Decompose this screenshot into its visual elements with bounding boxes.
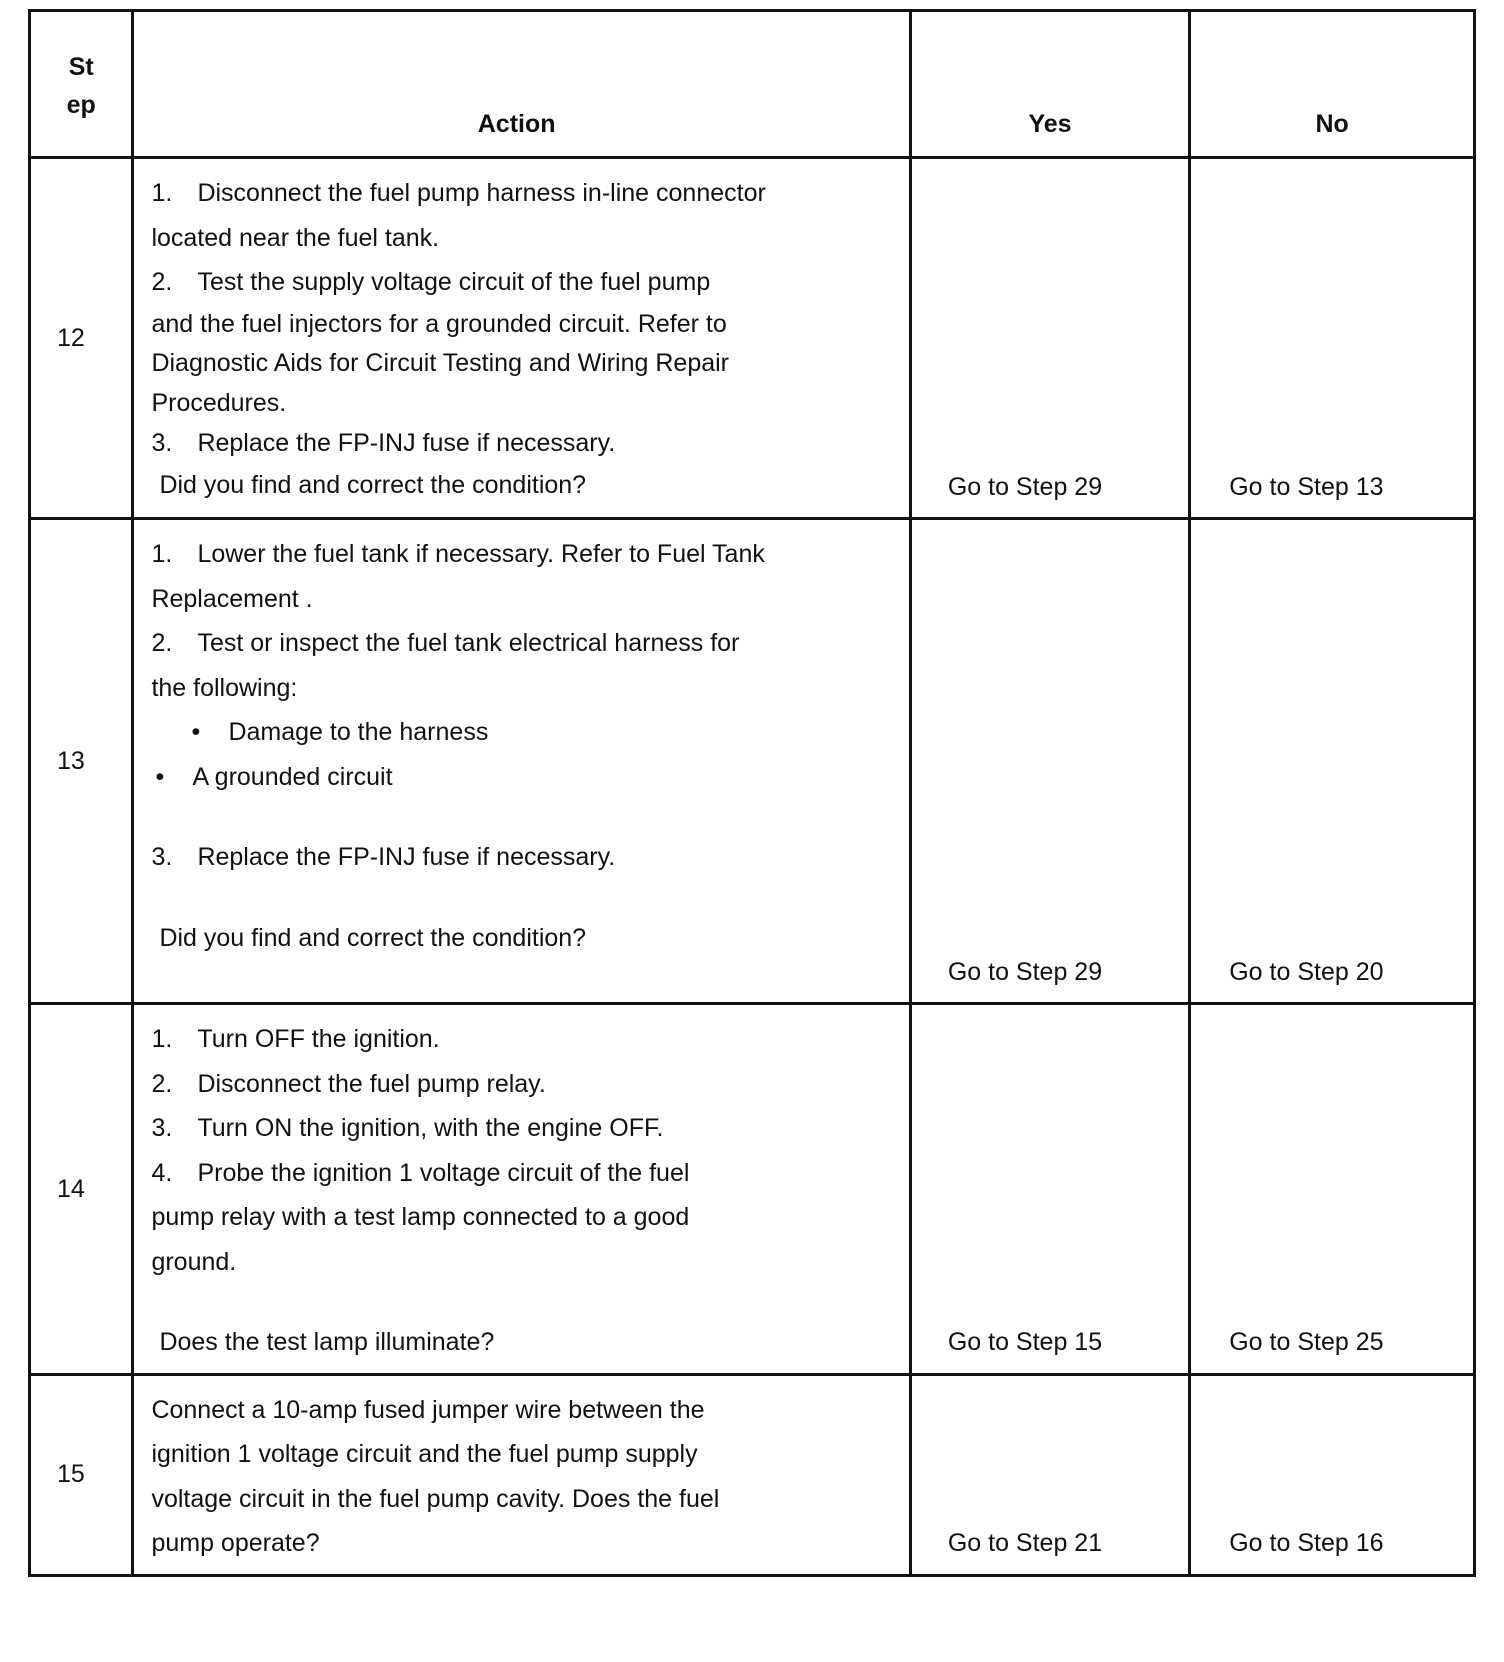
action-line: Procedures. (151, 388, 287, 417)
table-row-step-12 (30, 158, 1475, 519)
no-cell: Go to Step 25 (1190, 1004, 1475, 1375)
bullet-item: • Damage to the harness (151, 710, 888, 755)
no-cell: Go to Step 13 (1190, 158, 1475, 519)
action-line: Replacement . (151, 584, 313, 613)
action-line: Diagnostic Aids for Circuit Testing and Wiring Repair (151, 348, 730, 377)
yes-cell: Go to Step 29 (910, 519, 1189, 1004)
action-question: Did you find and correct the condition? (159, 923, 587, 952)
action-line: 2. Disconnect the fuel pump relay. (151, 1069, 546, 1098)
action-cell (133, 519, 910, 1004)
action-cell (133, 158, 910, 519)
step-number: 12 (30, 158, 133, 519)
action-line: 4. Probe the ignition 1 voltage circuit of the fuel (151, 1158, 690, 1187)
header-step-line2: ep (66, 91, 96, 119)
action-cell (133, 1374, 910, 1575)
bullet-item: • A grounded circuit (151, 755, 888, 800)
bullet-icon: • (191, 718, 201, 746)
bullet-icon: • (155, 762, 165, 791)
action-line: 3. Replace the FP-INJ fuse if necessary. (151, 428, 616, 457)
action-line: Connect a 10-amp fused jumper wire between the (151, 1395, 705, 1424)
action-line: 1. Disconnect the fuel pump harness in-line connector (151, 179, 766, 207)
step-number: 14 (30, 1004, 133, 1375)
step-number: 13 (30, 519, 133, 1004)
action-line: 2. Test the supply voltage circuit of the fuel pump (151, 268, 711, 296)
action-line: and the fuel injectors for a grounded circuit. Refer to (151, 309, 727, 338)
action-question: Did you find and correct the condition? (159, 470, 587, 499)
action-line: pump relay with a test lamp connected to a good (151, 1203, 690, 1231)
header-no: No (1190, 11, 1475, 158)
header-row (30, 11, 1475, 158)
yes-cell: Go to Step 15 (910, 1004, 1189, 1375)
action-line: ignition 1 voltage circuit and the fuel pump supply (151, 1440, 698, 1468)
table-row-step-14 (30, 1004, 1475, 1375)
action-line: located near the fuel tank. (151, 223, 440, 252)
yes-cell: Go to Step 29 (910, 158, 1189, 519)
action-line: ground. (151, 1247, 237, 1276)
header-step-line1: St (68, 53, 94, 81)
action-line: the following: (151, 673, 298, 702)
header-action: Action (133, 11, 910, 158)
action-line: 1. Turn OFF the ignition. (151, 1025, 440, 1053)
spacer (151, 799, 888, 835)
action-line: pump operate? (151, 1529, 320, 1557)
yes-cell: Go to Step 21 (910, 1374, 1189, 1575)
step-number: 15 (30, 1374, 133, 1575)
action-question: Does the test lamp illuminate? (159, 1328, 495, 1356)
action-line: voltage circuit in the fuel pump cavity. Does the fuel (151, 1484, 720, 1513)
action-line: 1. Lower the fuel tank if necessary. Refer to Fuel Tank (151, 540, 765, 568)
table-row-step-13 (30, 519, 1475, 1004)
spacer (151, 1284, 888, 1320)
action-line: 2. Test or inspect the fuel tank electrical harness for (151, 629, 740, 657)
no-cell: Go to Step 16 (1190, 1374, 1475, 1575)
header-step (30, 11, 133, 158)
action-cell (133, 1004, 910, 1375)
no-cell: Go to Step 20 (1190, 519, 1475, 1004)
action-line: 3. Replace the FP-INJ fuse if necessary. (151, 843, 616, 871)
action-line: 3. Turn ON the ignition, with the engine OFF. (151, 1114, 664, 1142)
table-row-step-15 (30, 1374, 1475, 1575)
diagnostic-table (28, 9, 1476, 1577)
spacer (151, 880, 888, 916)
header-yes: Yes (910, 11, 1189, 158)
